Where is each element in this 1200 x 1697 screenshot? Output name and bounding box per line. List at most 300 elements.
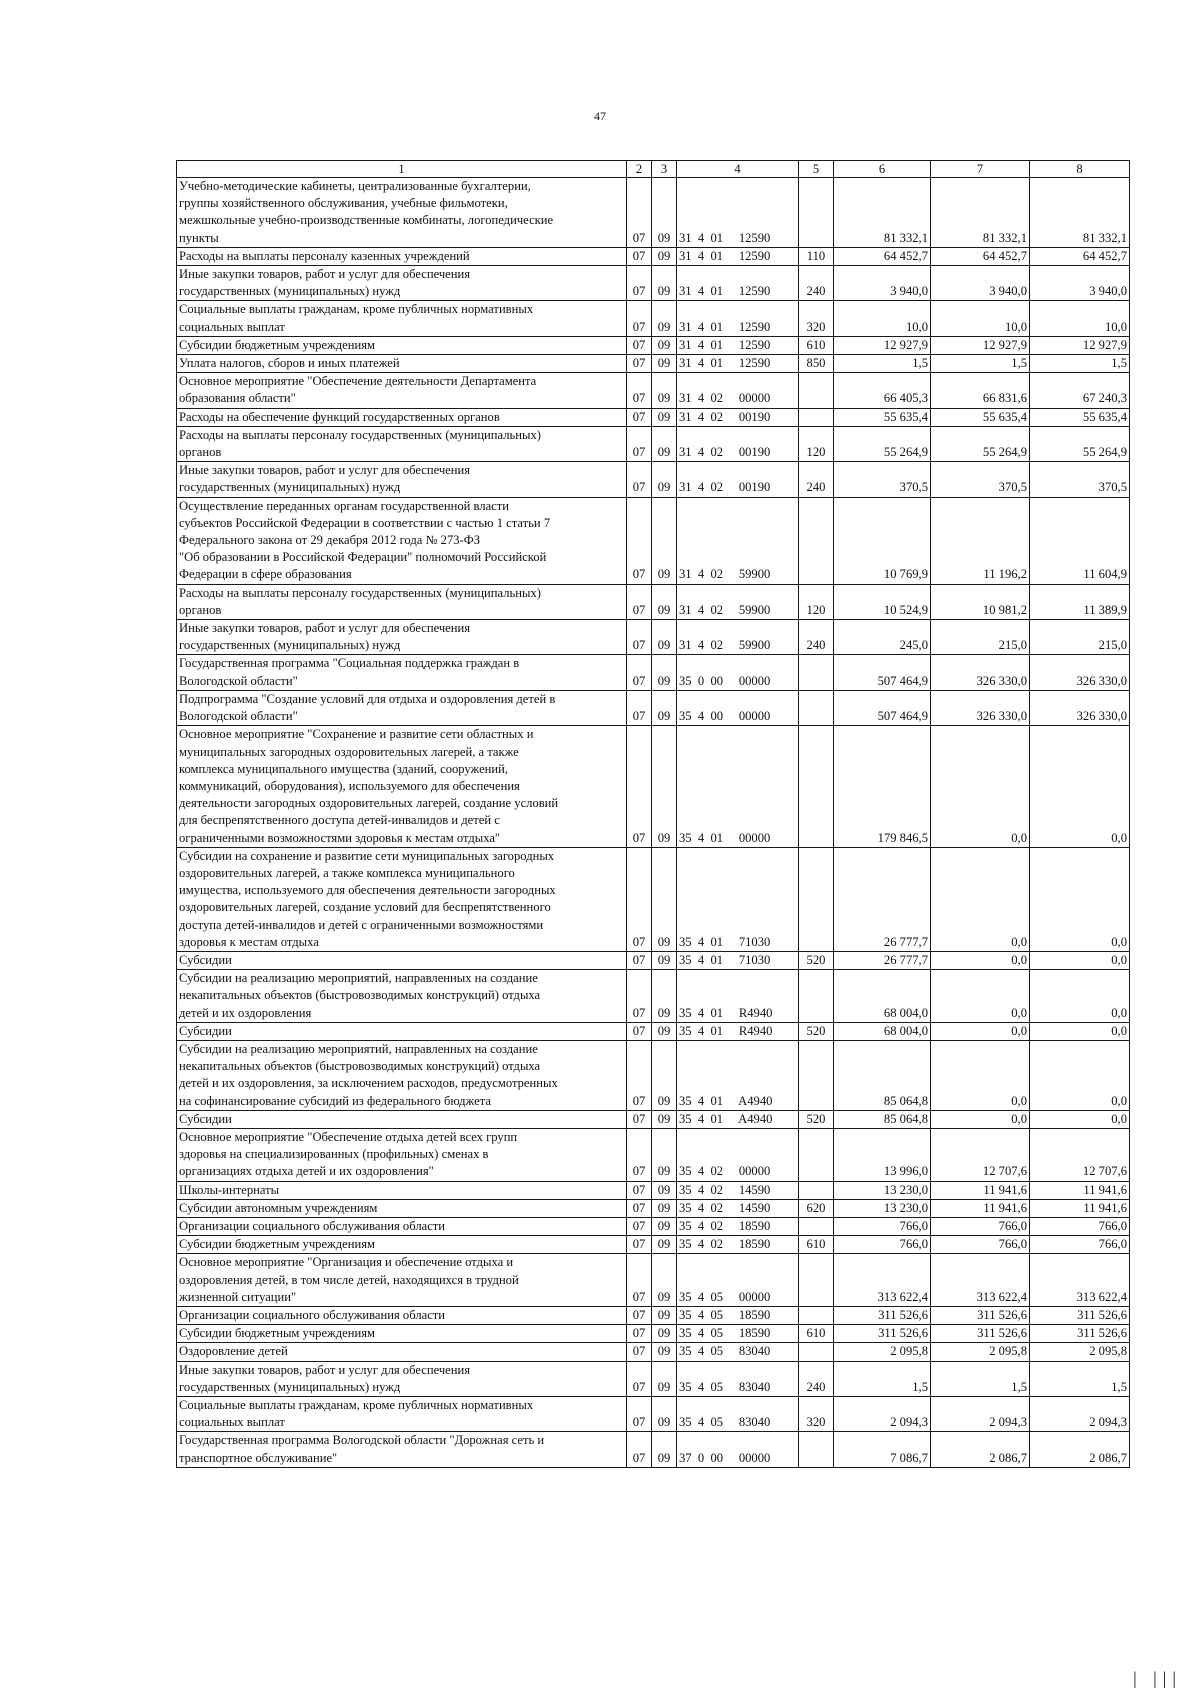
table-row [177, 373, 1130, 408]
row-name: Подпрограмма "Создание условий для отдыха и оздоровления детей в Вологодской области" [177, 690, 627, 725]
row-value-2: 12 707,6 [931, 1128, 1030, 1181]
row-subsection: 09 [652, 1307, 677, 1325]
row-target-code: 37 0 00 00000 [677, 1432, 799, 1467]
row-target-code: 31 4 01 12590 [677, 355, 799, 373]
row-target-code: 35 4 01 A4940 [677, 1040, 799, 1110]
header-col-4: 4 [677, 161, 799, 178]
row-value-1: 85 064,8 [834, 1040, 931, 1110]
row-expense-type: 320 [799, 1397, 834, 1432]
row-value-1: 13 996,0 [834, 1128, 931, 1181]
row-section: 07 [627, 178, 652, 248]
row-value-2: 313 622,4 [931, 1254, 1030, 1307]
row-value-1: 507 464,9 [834, 690, 931, 725]
row-subsection: 09 [652, 1022, 677, 1040]
row-section: 07 [627, 655, 652, 690]
row-value-1: 507 464,9 [834, 655, 931, 690]
row-name: Иные закупки товаров, работ и услуг для обеспечения государственных (муниципальных) нужд [177, 462, 627, 497]
row-target-code: 31 4 02 00190 [677, 462, 799, 497]
row-value-1: 10,0 [834, 301, 931, 336]
row-value-2: 2 086,7 [931, 1432, 1030, 1467]
row-name: Субсидии [177, 1022, 627, 1040]
row-target-code: 31 4 01 12590 [677, 247, 799, 265]
row-value-1: 3 940,0 [834, 266, 931, 301]
row-target-code: 35 4 05 18590 [677, 1307, 799, 1325]
table-row [177, 1361, 1130, 1396]
table-row [177, 462, 1130, 497]
row-value-2: 215,0 [931, 620, 1030, 655]
row-value-2: 3 940,0 [931, 266, 1030, 301]
row-name: Осуществление переданных органам государственной власти субъектов Российской Федерации в соответствии с частью 1 статьи 7 Федерального закона от 29 декабря 2012 года № 273-ФЗ "Об образовании в Российской Федерации" полномочий Российской Федерации в сфере образования [177, 497, 627, 584]
row-section: 07 [627, 1022, 652, 1040]
row-value-2: 370,5 [931, 462, 1030, 497]
row-name: Субсидии [177, 1110, 627, 1128]
table-row [177, 1325, 1130, 1343]
row-section: 07 [627, 1199, 652, 1217]
row-section: 07 [627, 1307, 652, 1325]
row-value-2: 55 635,4 [931, 408, 1030, 426]
row-section: 07 [627, 970, 652, 1023]
row-value-1: 64 452,7 [834, 247, 931, 265]
row-target-code: 35 4 01 R4940 [677, 970, 799, 1023]
row-subsection: 09 [652, 1343, 677, 1361]
row-value-2: 1,5 [931, 355, 1030, 373]
row-name: Субсидии [177, 951, 627, 969]
row-value-3: 12 707,6 [1030, 1128, 1130, 1181]
table-row [177, 1217, 1130, 1235]
row-value-3: 0,0 [1030, 1022, 1130, 1040]
row-value-1: 85 064,8 [834, 1110, 931, 1128]
row-expense-type: 610 [799, 1236, 834, 1254]
row-expense-type: 610 [799, 1325, 834, 1343]
row-value-1: 245,0 [834, 620, 931, 655]
row-subsection: 09 [652, 1110, 677, 1128]
row-section: 07 [627, 1397, 652, 1432]
row-name: Социальные выплаты гражданам, кроме публичных нормативных социальных выплат [177, 301, 627, 336]
row-name: Организации социального обслуживания области [177, 1307, 627, 1325]
table-row [177, 1199, 1130, 1217]
row-target-code: 31 4 02 00190 [677, 426, 799, 461]
row-value-1: 313 622,4 [834, 1254, 931, 1307]
row-name: Оздоровление детей [177, 1343, 627, 1361]
row-section: 07 [627, 1217, 652, 1235]
row-subsection: 09 [652, 1432, 677, 1467]
row-expense-type [799, 1040, 834, 1110]
row-expense-type: 520 [799, 1022, 834, 1040]
row-value-3: 11 941,6 [1030, 1199, 1130, 1217]
row-value-2: 766,0 [931, 1236, 1030, 1254]
row-expense-type [799, 1254, 834, 1307]
row-value-2: 311 526,6 [931, 1325, 1030, 1343]
row-target-code: 31 4 02 59900 [677, 584, 799, 619]
row-value-3: 311 526,6 [1030, 1325, 1130, 1343]
row-target-code: 35 4 05 83040 [677, 1397, 799, 1432]
table-row [177, 336, 1130, 354]
row-expense-type [799, 1181, 834, 1199]
row-value-2: 11 941,6 [931, 1199, 1030, 1217]
row-section: 07 [627, 1181, 652, 1199]
row-name: Уплата налогов, сборов и иных платежей [177, 355, 627, 373]
row-expense-type [799, 1343, 834, 1361]
row-value-3: 0,0 [1030, 1040, 1130, 1110]
row-expense-type [799, 726, 834, 847]
row-target-code: 35 4 01 71030 [677, 847, 799, 951]
row-subsection: 09 [652, 620, 677, 655]
row-value-1: 26 777,7 [834, 951, 931, 969]
row-name: Субсидии бюджетным учреждениям [177, 1236, 627, 1254]
table-row [177, 355, 1130, 373]
budget-table [176, 160, 1130, 1468]
row-section: 07 [627, 1128, 652, 1181]
row-name: Субсидии на сохранение и развитие сети муниципальных загородных оздоровительных лагерей, а также комплекса муниципального имущества, используемого для обеспечения деятельности загородных оздоровительных лагерей, создание условий для беспрепятственного доступа детей-инвалидов и детей с ограниченными возможностями здоровья к местам отдыха [177, 847, 627, 951]
row-value-3: 0,0 [1030, 847, 1130, 951]
row-section: 07 [627, 726, 652, 847]
row-value-3: 311 526,6 [1030, 1307, 1130, 1325]
row-name: Государственная программа "Социальная поддержка граждан в Вологодской области" [177, 655, 627, 690]
row-target-code: 31 4 02 59900 [677, 620, 799, 655]
row-value-3: 2 086,7 [1030, 1432, 1130, 1467]
row-name: Расходы на выплаты персоналу государственных (муниципальных) органов [177, 426, 627, 461]
row-section: 07 [627, 1325, 652, 1343]
row-value-3: 11 604,9 [1030, 497, 1130, 584]
row-expense-type [799, 690, 834, 725]
row-value-2: 11 196,2 [931, 497, 1030, 584]
row-value-2: 766,0 [931, 1217, 1030, 1235]
row-target-code: 35 4 01 R4940 [677, 1022, 799, 1040]
table-row [177, 1236, 1130, 1254]
row-name: Расходы на обеспечение функций государственных органов [177, 408, 627, 426]
row-section: 07 [627, 247, 652, 265]
row-value-2: 12 927,9 [931, 336, 1030, 354]
row-value-2: 0,0 [931, 726, 1030, 847]
row-expense-type: 240 [799, 462, 834, 497]
row-value-2: 0,0 [931, 847, 1030, 951]
row-value-3: 55 264,9 [1030, 426, 1130, 461]
row-expense-type: 120 [799, 426, 834, 461]
row-subsection: 09 [652, 301, 677, 336]
row-expense-type: 240 [799, 1361, 834, 1396]
row-expense-type: 520 [799, 1110, 834, 1128]
row-subsection: 09 [652, 726, 677, 847]
row-name: Иные закупки товаров, работ и услуг для обеспечения государственных (муниципальных) нужд [177, 1361, 627, 1396]
row-name: Иные закупки товаров, работ и услуг для обеспечения государственных (муниципальных) нужд [177, 620, 627, 655]
table-row [177, 1110, 1130, 1128]
row-target-code: 35 4 02 00000 [677, 1128, 799, 1181]
row-expense-type: 110 [799, 247, 834, 265]
row-section: 07 [627, 355, 652, 373]
header-col-1: 1 [177, 161, 627, 178]
row-name: Субсидии бюджетным учреждениям [177, 336, 627, 354]
row-value-2: 81 332,1 [931, 178, 1030, 248]
page-number: 47 [594, 109, 606, 123]
row-name: Основное мероприятие "Обеспечение отдыха детей всех групп здоровья на специализированных (профильных) сменах в организациях отдыха детей и их оздоровления" [177, 1128, 627, 1181]
row-subsection: 09 [652, 266, 677, 301]
row-subsection: 09 [652, 426, 677, 461]
row-value-1: 2 094,3 [834, 1397, 931, 1432]
table-row [177, 970, 1130, 1023]
row-value-3: 215,0 [1030, 620, 1130, 655]
row-expense-type: 320 [799, 301, 834, 336]
row-value-3: 0,0 [1030, 970, 1130, 1023]
row-section: 07 [627, 584, 652, 619]
row-name: Основное мероприятие "Сохранение и развитие сети областных и муниципальных загородных оздоровительных лагерей, а также комплекса муниципального имущества (зданий, сооружений, коммуникаций, оборудования), используемого для обеспечения деятельности загородных оздоровительных лагерей, создание условий для беспрепятственного доступа детей-инвалидов и детей с ограниченными возможностями здоровья к местам отдыха" [177, 726, 627, 847]
row-value-3: 0,0 [1030, 951, 1130, 969]
row-target-code: 31 4 01 12590 [677, 336, 799, 354]
table-row [177, 426, 1130, 461]
row-expense-type: 120 [799, 584, 834, 619]
row-section: 07 [627, 1361, 652, 1396]
row-target-code: 35 4 05 83040 [677, 1361, 799, 1396]
row-value-3: 766,0 [1030, 1236, 1130, 1254]
row-value-1: 26 777,7 [834, 847, 931, 951]
table-row [177, 951, 1130, 969]
row-value-2: 1,5 [931, 1361, 1030, 1396]
row-target-code: 35 4 01 00000 [677, 726, 799, 847]
header-col-7: 7 [931, 161, 1030, 178]
row-subsection: 09 [652, 336, 677, 354]
row-value-3: 1,5 [1030, 355, 1130, 373]
row-value-1: 68 004,0 [834, 1022, 931, 1040]
row-subsection: 09 [652, 1254, 677, 1307]
row-name: Субсидии автономным учреждениям [177, 1199, 627, 1217]
row-value-3: 64 452,7 [1030, 247, 1130, 265]
row-section: 07 [627, 408, 652, 426]
row-section: 07 [627, 373, 652, 408]
row-subsection: 09 [652, 690, 677, 725]
row-value-2: 11 941,6 [931, 1181, 1030, 1199]
row-expense-type [799, 1217, 834, 1235]
row-value-2: 326 330,0 [931, 655, 1030, 690]
row-value-1: 766,0 [834, 1217, 931, 1235]
table-row [177, 655, 1130, 690]
row-subsection: 09 [652, 355, 677, 373]
row-target-code: 35 4 05 83040 [677, 1343, 799, 1361]
row-value-1: 68 004,0 [834, 970, 931, 1023]
row-section: 07 [627, 336, 652, 354]
row-value-3: 313 622,4 [1030, 1254, 1130, 1307]
row-expense-type [799, 655, 834, 690]
header-col-3: 3 [652, 161, 677, 178]
scan-marks: | ||| [1133, 1668, 1182, 1688]
row-target-code: 31 4 02 00190 [677, 408, 799, 426]
row-expense-type: 610 [799, 336, 834, 354]
row-subsection: 09 [652, 1361, 677, 1396]
row-target-code: 35 4 05 18590 [677, 1325, 799, 1343]
row-target-code: 35 4 01 A4940 [677, 1110, 799, 1128]
row-value-1: 81 332,1 [834, 178, 931, 248]
row-subsection: 09 [652, 178, 677, 248]
row-name: Расходы на выплаты персоналу казенных учреждений [177, 247, 627, 265]
table-row [177, 497, 1130, 584]
row-target-code: 35 4 05 00000 [677, 1254, 799, 1307]
row-value-1: 10 769,9 [834, 497, 931, 584]
row-name: Учебно-методические кабинеты, централизованные бухгалтерии, группы хозяйственного обслуживания, учебные фильмотеки, межшкольные учебно-производственные комбинаты, логопедические пункты [177, 178, 627, 248]
row-target-code: 31 4 02 00000 [677, 373, 799, 408]
row-value-2: 55 264,9 [931, 426, 1030, 461]
row-expense-type [799, 847, 834, 951]
table-row [177, 1343, 1130, 1361]
row-value-1: 13 230,0 [834, 1181, 931, 1199]
row-value-3: 766,0 [1030, 1217, 1130, 1235]
row-subsection: 09 [652, 462, 677, 497]
row-name: Иные закупки товаров, работ и услуг для обеспечения государственных (муниципальных) нужд [177, 266, 627, 301]
row-subsection: 09 [652, 247, 677, 265]
row-subsection: 09 [652, 408, 677, 426]
row-value-3: 2 095,8 [1030, 1343, 1130, 1361]
row-section: 07 [627, 301, 652, 336]
row-section: 07 [627, 266, 652, 301]
row-value-3: 2 094,3 [1030, 1397, 1130, 1432]
row-value-2: 10 981,2 [931, 584, 1030, 619]
row-value-2: 0,0 [931, 951, 1030, 969]
row-value-1: 13 230,0 [834, 1199, 931, 1217]
row-target-code: 35 4 00 00000 [677, 690, 799, 725]
row-subsection: 09 [652, 1181, 677, 1199]
row-expense-type [799, 1128, 834, 1181]
table-row [177, 408, 1130, 426]
row-subsection: 09 [652, 497, 677, 584]
row-value-3: 326 330,0 [1030, 690, 1130, 725]
row-value-3: 1,5 [1030, 1361, 1130, 1396]
row-value-1: 1,5 [834, 355, 931, 373]
row-value-3: 370,5 [1030, 462, 1130, 497]
table-row [177, 301, 1130, 336]
row-expense-type [799, 497, 834, 584]
table-row [177, 584, 1130, 619]
row-value-1: 370,5 [834, 462, 931, 497]
row-section: 07 [627, 951, 652, 969]
row-value-3: 11 389,9 [1030, 584, 1130, 619]
row-value-3: 10,0 [1030, 301, 1130, 336]
row-value-1: 2 095,8 [834, 1343, 931, 1361]
row-target-code: 31 4 01 12590 [677, 266, 799, 301]
row-value-1: 179 846,5 [834, 726, 931, 847]
row-name: Социальные выплаты гражданам, кроме публичных нормативных социальных выплат [177, 1397, 627, 1432]
row-section: 07 [627, 497, 652, 584]
row-target-code: 35 4 02 14590 [677, 1199, 799, 1217]
row-target-code: 31 4 02 59900 [677, 497, 799, 584]
row-subsection: 09 [652, 970, 677, 1023]
table-row [177, 1432, 1130, 1467]
header-col-6: 6 [834, 161, 931, 178]
header-col-8: 8 [1030, 161, 1130, 178]
table-row [177, 1254, 1130, 1307]
row-expense-type: 520 [799, 951, 834, 969]
row-name: Государственная программа Вологодской области "Дорожная сеть и транспортное обслуживание" [177, 1432, 627, 1467]
row-name: Основное мероприятие "Обеспечение деятельности Департамента образования области" [177, 373, 627, 408]
row-value-3: 3 940,0 [1030, 266, 1130, 301]
row-expense-type: 850 [799, 355, 834, 373]
row-target-code: 35 4 02 18590 [677, 1236, 799, 1254]
table-row [177, 1040, 1130, 1110]
row-value-2: 311 526,6 [931, 1307, 1030, 1325]
row-name: Субсидии бюджетным учреждениям [177, 1325, 627, 1343]
row-subsection: 09 [652, 1397, 677, 1432]
row-value-1: 12 927,9 [834, 336, 931, 354]
row-section: 07 [627, 1254, 652, 1307]
table-row [177, 247, 1130, 265]
row-expense-type [799, 1307, 834, 1325]
row-value-2: 66 831,6 [931, 373, 1030, 408]
header-col-5: 5 [799, 161, 834, 178]
row-value-2: 0,0 [931, 970, 1030, 1023]
row-value-3: 12 927,9 [1030, 336, 1130, 354]
row-section: 07 [627, 1236, 652, 1254]
row-section: 07 [627, 426, 652, 461]
row-value-2: 2 095,8 [931, 1343, 1030, 1361]
row-value-1: 66 405,3 [834, 373, 931, 408]
row-subsection: 09 [652, 951, 677, 969]
row-expense-type: 240 [799, 266, 834, 301]
row-section: 07 [627, 1040, 652, 1110]
row-value-1: 311 526,6 [834, 1307, 931, 1325]
row-subsection: 09 [652, 1236, 677, 1254]
row-subsection: 09 [652, 1325, 677, 1343]
row-subsection: 09 [652, 1217, 677, 1235]
row-expense-type [799, 970, 834, 1023]
row-target-code: 31 4 01 12590 [677, 178, 799, 248]
table-row [177, 1397, 1130, 1432]
row-expense-type: 240 [799, 620, 834, 655]
row-section: 07 [627, 462, 652, 497]
row-value-3: 67 240,3 [1030, 373, 1130, 408]
row-subsection: 09 [652, 847, 677, 951]
row-value-2: 326 330,0 [931, 690, 1030, 725]
row-subsection: 09 [652, 1199, 677, 1217]
table-row [177, 847, 1130, 951]
row-value-1: 55 635,4 [834, 408, 931, 426]
row-expense-type [799, 1432, 834, 1467]
row-name: Школы-интернаты [177, 1181, 627, 1199]
row-section: 07 [627, 847, 652, 951]
row-value-2: 2 094,3 [931, 1397, 1030, 1432]
row-section: 07 [627, 620, 652, 655]
row-target-code: 35 4 02 14590 [677, 1181, 799, 1199]
row-expense-type: 620 [799, 1199, 834, 1217]
row-value-2: 0,0 [931, 1110, 1030, 1128]
table-row [177, 1307, 1130, 1325]
row-subsection: 09 [652, 584, 677, 619]
row-target-code: 31 4 01 12590 [677, 301, 799, 336]
table-body [177, 178, 1130, 1468]
row-section: 07 [627, 1110, 652, 1128]
table-row [177, 1128, 1130, 1181]
row-target-code: 35 4 02 18590 [677, 1217, 799, 1235]
row-subsection: 09 [652, 655, 677, 690]
table-row [177, 178, 1130, 248]
row-value-3: 11 941,6 [1030, 1181, 1130, 1199]
header-col-2: 2 [627, 161, 652, 178]
row-name: Основное мероприятие "Организация и обеспечение отдыха и оздоровления детей, в том числе детей, находящихся в трудной жизненной ситуации" [177, 1254, 627, 1307]
header-row [177, 161, 1130, 178]
row-target-code: 35 4 01 71030 [677, 951, 799, 969]
row-section: 07 [627, 1432, 652, 1467]
table-row [177, 690, 1130, 725]
row-expense-type [799, 408, 834, 426]
row-value-3: 81 332,1 [1030, 178, 1130, 248]
row-value-2: 64 452,7 [931, 247, 1030, 265]
table-row [177, 1181, 1130, 1199]
row-value-1: 766,0 [834, 1236, 931, 1254]
row-name: Организации социального обслуживания области [177, 1217, 627, 1235]
row-value-3: 326 330,0 [1030, 655, 1130, 690]
row-value-2: 0,0 [931, 1040, 1030, 1110]
row-section: 07 [627, 690, 652, 725]
row-name: Субсидии на реализацию мероприятий, направленных на создание некапитальных объектов (быстровозводимых конструкций) отдыха детей и их оздоровления [177, 970, 627, 1023]
row-subsection: 09 [652, 373, 677, 408]
row-section: 07 [627, 1343, 652, 1361]
row-expense-type [799, 373, 834, 408]
table-row [177, 1022, 1130, 1040]
